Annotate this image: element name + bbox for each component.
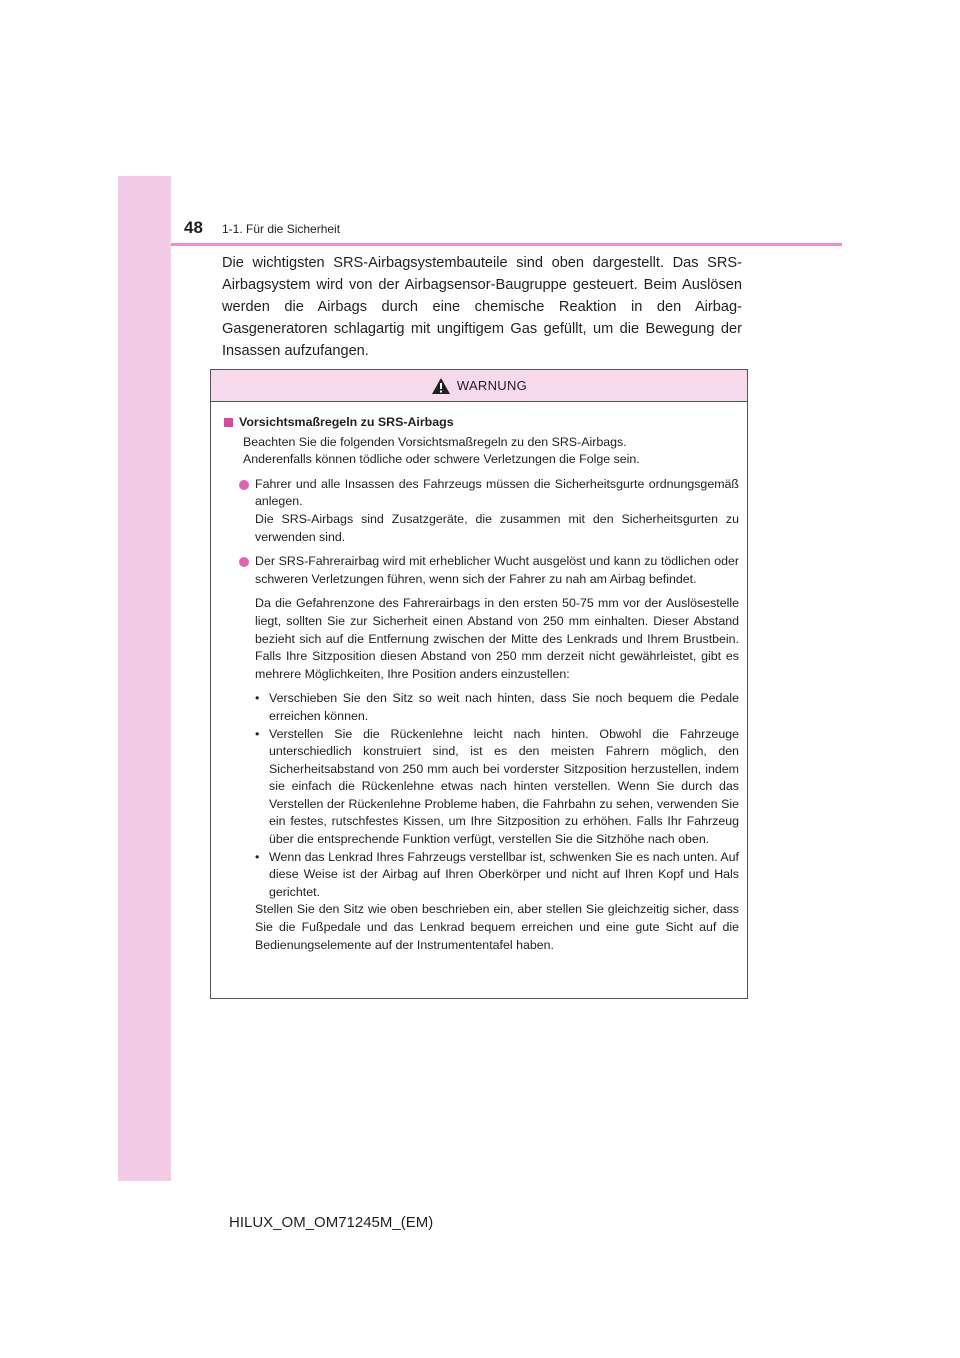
warning-header [211, 370, 747, 402]
dot-bullet: • [255, 849, 260, 864]
warning-intro-line-2: Anderenfalls können tödliche oder schwere Verletzungen die Folge sein. [243, 452, 640, 467]
list-item [255, 690, 739, 725]
list-item [255, 849, 739, 902]
list-item-text: Verstellen Sie die Rückenlehne leicht nach hinten. Obwohl die Fahrzeuge unterschiedlich konstruiert sind, ist es den meisten Fahrern möglich, den Sicherheitsabstand von 250 mm auch bei vorderster Sitzposition herzustellen, indem sie einfach die Rückenlehne etwas nach hinten verstellen. Wenn Sie durch das Verstellen der Rückenlehne Probleme haben, die Fahrbahn zu sehen, verwenden Sie ein festes, rutschfestes Kissen, um Ihre Sitzposition zu erhöhen. Falls Ihr Fahrzeug über die entsprechende Funktion verfügt, verstellen Sie die Sitzhöhe nach oben. [269, 726, 739, 847]
adjustment-list [224, 690, 739, 901]
square-bullet-icon [224, 418, 233, 427]
header-rule [171, 243, 842, 246]
warning-triangle-icon [431, 377, 451, 395]
circle-bullet-icon [239, 557, 249, 567]
side-tab-band [118, 176, 171, 1181]
page-number: 48 [184, 218, 203, 237]
warning-box [210, 369, 748, 999]
bullet-item [224, 553, 739, 588]
warning-title: WARNUNG [456, 378, 528, 393]
bullet-item [224, 476, 739, 546]
list-item [255, 726, 739, 849]
closing-paragraph: Stellen Sie den Sitz wie oben beschrieben ein, aber stellen Sie gleichzeitig sicher, dass Sie die Fußpedale und das Lenkrad bequem erreichen und eine gute Sicht auf die Bedienungselemente auf der Instrumententafel haben. [255, 902, 739, 952]
section-title: 1-1. Für die Sicherheit [222, 222, 341, 236]
list-item-text: Verschieben Sie den Sitz so weit nach hinten, dass Sie noch bequem die Pedale erreichen können. [269, 691, 739, 723]
warning-body [211, 402, 747, 954]
distance-paragraph: Da die Gefahrenzone des Fahrerairbags in den ersten 50-75 mm vor der Auslösestelle liegt, sollten Sie zur Sicherheit einen Abstand von 250 mm einhalten. Dieser Abstand bezieht sich auf die Entfernung zwischen der Mitte des Lenkrads und Ihrem Brustbein. Falls Ihre Sitzposition diesen Abstand von 250 mm derzeit nicht gewährleistet, gibt es mehrere Möglichkeiten, Ihre Position anders einzustellen: [255, 596, 739, 681]
warning-subheading [224, 414, 739, 432]
bullet-2-text: Der SRS-Fahrerairbag wird mit erheblicher Wucht ausgelöst und kann zu tödlichen oder schweren Verletzungen führen, wenn sich der Fahrer zu nah am Airbag befindet. [255, 554, 739, 586]
dot-bullet: • [255, 691, 260, 706]
dot-bullet: • [255, 726, 260, 741]
document-id: HILUX_OM_OM71245M_(EM) [229, 1214, 434, 1231]
warning-intro-line-1: Beachten Sie die folgenden Vorsichtsmaßregeln zu den SRS-Airbags. [243, 434, 627, 449]
bullet-1-text: Fahrer und alle Insassen des Fahrzeugs müssen die Sicherheitsgurte ordnungsgemäß anlegen. [255, 476, 739, 509]
list-item-text: Wenn das Lenkrad Ihres Fahrzeugs verstellbar ist, schwenken Sie es nach unten. Auf diese Weise ist der Airbag auf Ihren Oberkörper und nicht auf Ihren Kopf und Hals gerichtet. [269, 849, 739, 899]
circle-bullet-icon [239, 480, 249, 490]
bullet-1-text-2: Die SRS-Airbags sind Zusatzgeräte, die zusammen mit den Sicherheitsgurten zu verwenden sind. [255, 511, 739, 544]
intro-paragraph: Die wichtigsten SRS-Airbagsystembauteile sind oben dargestellt. Das SRS-Airbagsystem wird von der Airbagsensor-Baugruppe gesteuert. Beim Auslösen werden die Airbags durch eine chemische Reaktion in den Airbag-Gasgeneratoren schlagartig mit ungiftigem Gas gefüllt, um die Bewegung der Insassen aufzufangen. [222, 255, 742, 359]
warning-subheading-text: Vorsichtsmaßregeln zu SRS-Airbags [239, 415, 454, 429]
